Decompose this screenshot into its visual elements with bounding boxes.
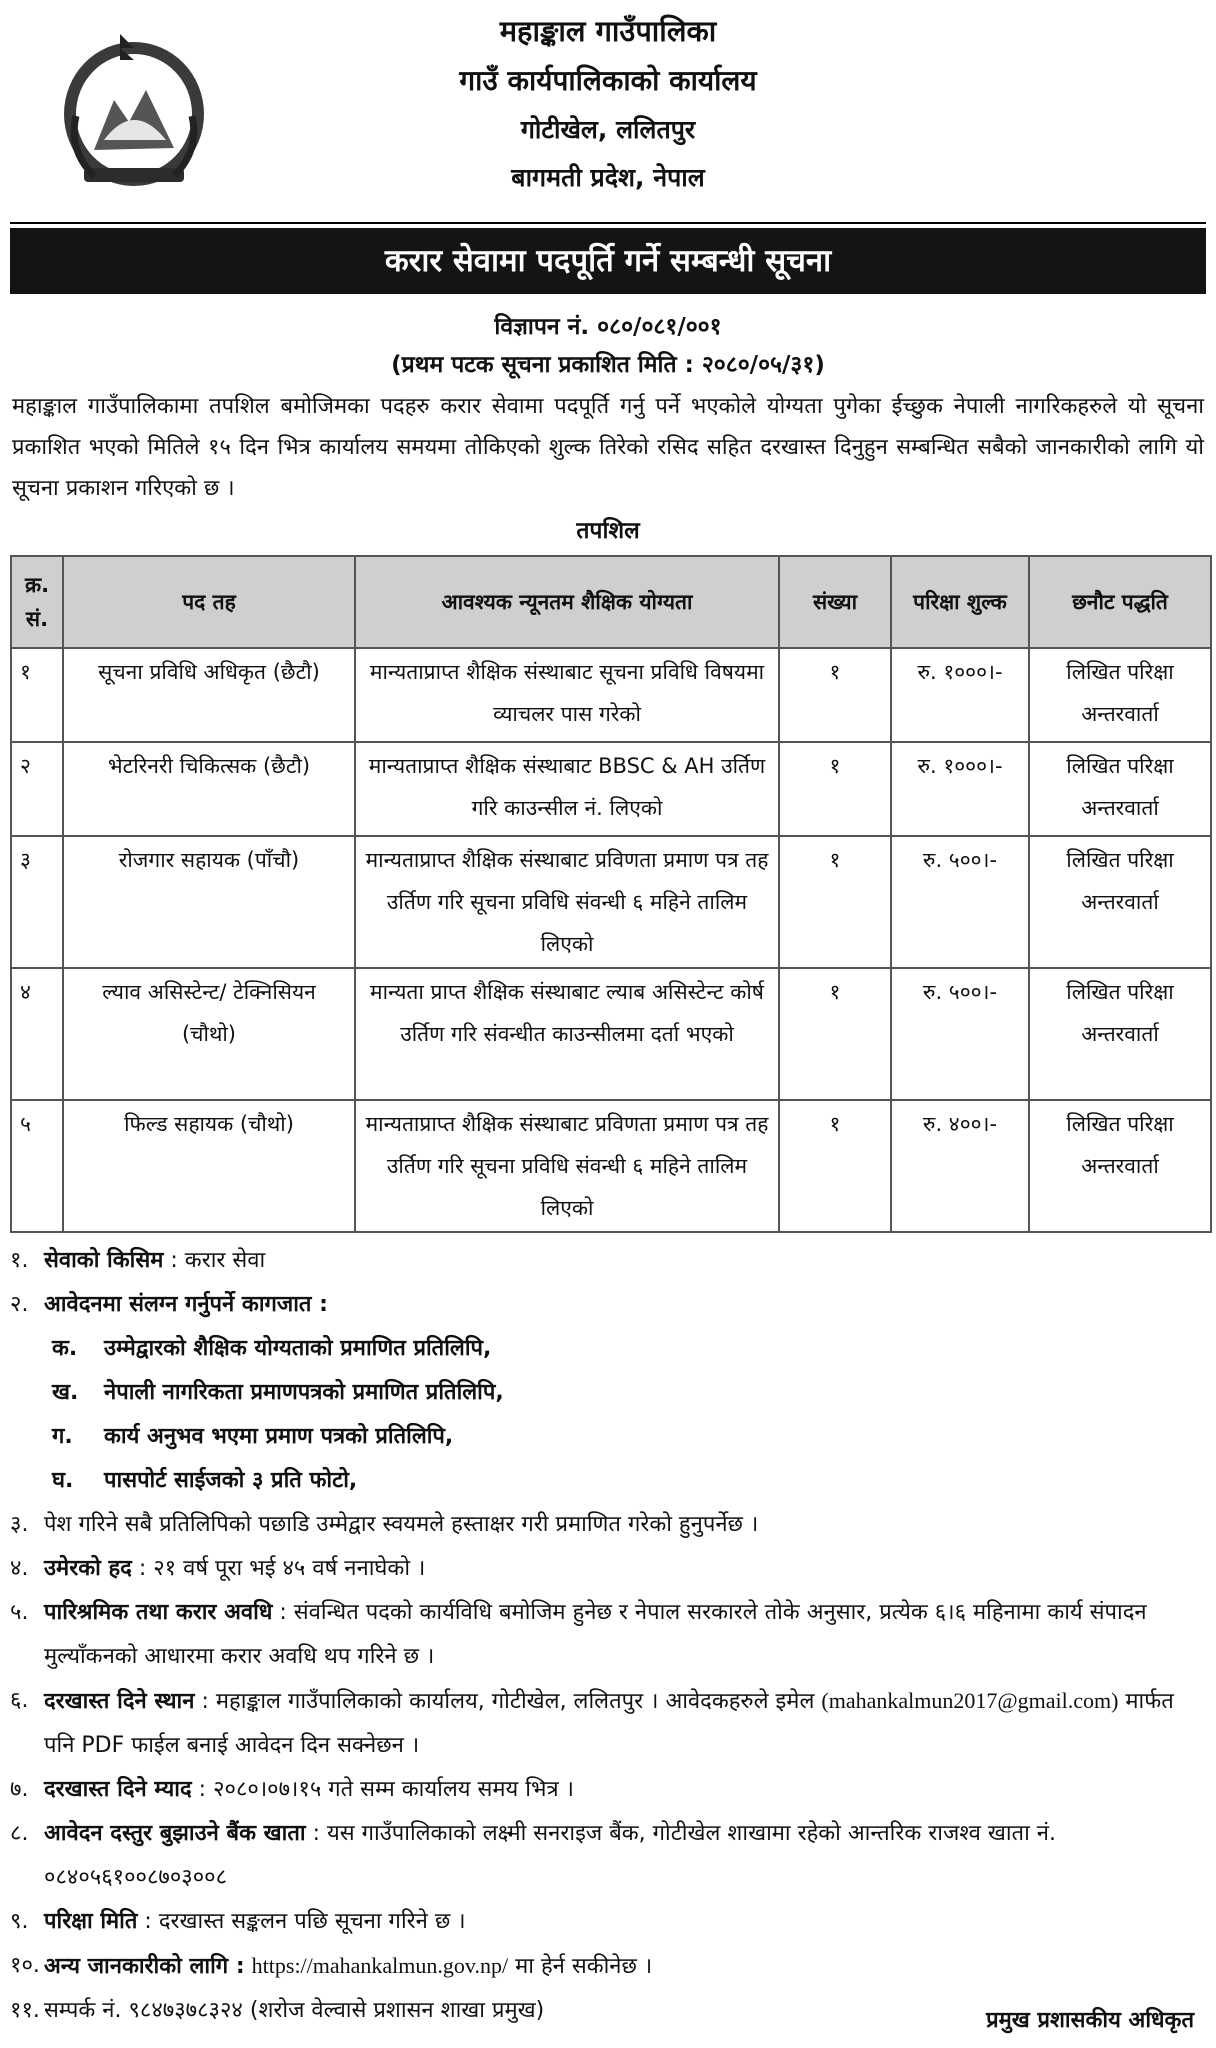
method-written: लिखित परिक्षा [1066, 980, 1174, 1004]
email-link[interactable]: (mahankalmun2017@gmail.com) [821, 1688, 1119, 1713]
cell-qualification: मान्यता प्राप्त शैक्षिक संस्थाबाट ल्याब असिस्टेन्ट कोर्ष उर्तिण गरि संवन्धीत काउन्सीलमा दर्ता भएको [355, 968, 779, 1100]
cell-method [1029, 1100, 1211, 1232]
notice-title: करार सेवामा पदपूर्ति गर्ने सम्बन्धी सूचना [10, 228, 1206, 294]
cell-method [1029, 742, 1211, 836]
cell-fee: रु. ४००।- [891, 1100, 1029, 1232]
office-location: गोटीखेल, ललितपुर [520, 115, 696, 144]
cell-qualification: मान्यताप्राप्त शैक्षिक संस्थाबाट BBSC & AH उर्तिण गरि काउन्सील नं. लिएको [355, 742, 779, 836]
advertisement-number: विज्ञापन नं. ०८०/०८१/००१ [494, 314, 722, 340]
table-row [11, 836, 1211, 968]
cell-post: भेटरिनरी चिकित्सक (छैटौ) [63, 742, 355, 836]
cell-serial: ४ [11, 968, 63, 1100]
term-age-limit: ४. उमेरको हद : २१ वर्ष पूरा भई ४५ वर्ष ननाघेको । [10, 1556, 426, 1581]
document-item: ख. नेपाली नागरिकता प्रमाणपत्रको प्रमाणित प्रतिलिपि, [52, 1380, 504, 1405]
document-item: ग. कार्य अनुभव भएमा प्रमाण पत्रको प्रतिलिपि, [52, 1424, 454, 1449]
cell-serial: ५ [11, 1100, 63, 1232]
header-qualification: आवश्यक न्यूनतम शैक्षिक योग्यता [355, 556, 779, 648]
document-item: क. उम्मेद्वारको शैक्षिक योग्यताको प्रमाणित प्रतिलिपि, [52, 1336, 492, 1361]
term-remuneration: ५. पारिश्रमिक तथा करार अवधि : संवन्धित पदको कार्यविधि बमोजिम हुनेछ र नेपाल सरकारले तोके अनुसार, प्रत्येक ६।६ महिनामा कार्य संपादन मुल्याँकनको आधारमा करार अवधि थप गरिने छ । [10, 1600, 1147, 1669]
intro-paragraph: महाङ्काल गाउँपालिकामा तपशिल बमोजिमका पदहरु करार सेवामा पदपूर्ति गर्नु पर्ने भएकोले योग्यता पुगेका ईच्छुक नेपाली नागरिकहरुले यो सूचना प्रकाशित भएको मितिले १५ दिन भित्र कार्यालय समयमा तोकिएको शुल्क तिरेको रसिद सहित दरखास्त दिनुहुन सम्बन्धित सबैको जानकारीको लागि यो सूचना प्रकाशन गरिएको छ । [12, 394, 1204, 501]
method-interview: अन्तरवार्ता [1081, 702, 1159, 726]
cell-count: १ [779, 836, 891, 968]
cell-qualification: मान्यताप्राप्त शैक्षिक संस्थाबाट सूचना प्रविधि विषयमा व्याचलर पास गरेको [355, 648, 779, 742]
office-name: गाउँ कार्यपालिकाको कार्यालय [459, 64, 757, 97]
header-exam-fee: परिक्षा शुल्क [891, 556, 1029, 648]
term-contact: ११. सम्पर्क नं. ९८४७३७८३२४ (शरोज वेल्वासे प्रशासन शाखा प्रमुख) [10, 1998, 545, 2023]
cell-count: १ [779, 1100, 891, 1232]
website-link[interactable]: https://mahankalmun.gov.np/ [251, 1953, 509, 1978]
vacancy-table [10, 555, 1212, 1233]
term-attestation: ३. पेश गरिने सबै प्रतिलिपिको पछाडि उम्मेद्वार स्वयमले हस्ताक्षर गरी प्रमाणित गरेको हुनुपर्नेछ । [10, 1512, 759, 1537]
province-country: बागमती प्रदेश, नेपाल [511, 163, 705, 192]
cell-qualification: मान्यताप्राप्त शैक्षिक संस्थाबाट प्रविणता प्रमाण पत्र तह उर्तिण गरि सूचना प्रविधि संवन्धी ६ महिने तालिम लिएको [355, 1100, 779, 1232]
cell-post: रोजगार सहायक (पाँचौ) [63, 836, 355, 968]
cell-serial: १ [11, 648, 63, 742]
signatory-title: प्रमुख प्रशासकीय अधिकृत [986, 2008, 1194, 2033]
letterhead [10, 0, 1206, 224]
term-service-type: १. सेवाको किसिम : करार सेवा [10, 1248, 266, 1273]
header-serial: क्र. सं. [11, 556, 63, 648]
cell-fee: रु. ५००।- [891, 836, 1029, 968]
cell-fee: रु. १०००।- [891, 742, 1029, 836]
term-exam-date: ९. परिक्षा मिति : दरखास्त सङ्कलन पछि सूचना गरिने छ । [10, 1909, 466, 1934]
schedule-label: तपशिल [576, 518, 640, 544]
cell-serial: ३ [11, 836, 63, 968]
method-written: लिखित परिक्षा [1066, 754, 1174, 778]
header-count: संख्या [779, 556, 891, 648]
cell-serial: २ [11, 742, 63, 836]
cell-method [1029, 836, 1211, 968]
cell-count: १ [779, 968, 891, 1100]
table-row [11, 968, 1211, 1100]
header-post: पद तह [63, 556, 355, 648]
method-interview: अन्तरवार्ता [1081, 1022, 1159, 1046]
term-bank-account: ८. आवेदन दस्तुर बुझाउने बैंक खाता : यस गाउँपालिकाको लक्ष्मी सनराइज बैंक, गोटीखेल शाखामा रहेको आन्तरिक राजश्व खाता नं. ०८४०५६१००८७०३००८ [10, 1821, 1056, 1890]
term-application-place: ६. दरखास्त दिने स्थान : महाङ्काल गाउँपालिकाको कार्यालय, गोटीखेल, ललितपुर । आवेदकहरुले इमेल (mahankalmun2017@gmail.com) मार्फत पनि PDF फाईल बनाई आवेदन दिन सक्नेछन । [10, 1688, 1174, 1758]
method-written: लिखित परिक्षा [1066, 660, 1174, 684]
cell-method [1029, 648, 1211, 742]
municipality-name: महाङ्काल गाउँपालिका [499, 14, 717, 48]
method-written: लिखित परिक्षा [1066, 1112, 1174, 1136]
cell-count: १ [779, 648, 891, 742]
table-row [11, 1100, 1211, 1232]
cell-post: ल्याव असिस्टेन्ट/ टेक्निसियन (चौथो) [63, 968, 355, 1100]
cell-method [1029, 968, 1211, 1100]
method-interview: अन्तरवार्ता [1081, 890, 1159, 914]
terms-list [10, 1239, 1206, 2033]
cell-post: सूचना प्रविधि अधिकृत (छैटौ) [63, 648, 355, 742]
term-more-info: १०. अन्य जानकारीको लागि : https://mahankalmun.gov.np/ मा हेर्न सकीनेछ । [10, 1953, 653, 1979]
method-interview: अन्तरवार्ता [1081, 796, 1159, 820]
table-header-row [11, 556, 1211, 648]
method-written: लिखित परिक्षा [1066, 848, 1174, 872]
cell-fee: रु. १०००।- [891, 648, 1029, 742]
header-selection-method: छनौट पद्धति [1029, 556, 1211, 648]
cell-count: १ [779, 742, 891, 836]
table-row [11, 648, 1211, 742]
term-required-documents: २. आवेदनमा संलग्न गर्नुपर्ने कागजात : [10, 1292, 328, 1317]
first-published-date: (प्रथम पटक सूचना प्रकाशित मिति : २०८०/०५/३१) [391, 352, 825, 378]
document-item: घ. पासपोर्ट साईजको ३ प्रति फोटो, [52, 1468, 358, 1493]
cell-fee: रु. ५००।- [891, 968, 1029, 1100]
term-deadline: ७. दरखास्त दिने म्याद : २०८०।०७।१५ गते सम्म कार्यालय समय भित्र । [10, 1777, 574, 1802]
cell-qualification: मान्यताप्राप्त शैक्षिक संस्थाबाट प्रविणता प्रमाण पत्र तह उर्तिण गरि सूचना प्रविधि संवन्धी ६ महिने तालिम लिएको [355, 836, 779, 968]
table-row [11, 742, 1211, 836]
cell-post: फिल्ड सहायक (चौथो) [63, 1100, 355, 1232]
method-interview: अन्तरवार्ता [1081, 1154, 1159, 1178]
